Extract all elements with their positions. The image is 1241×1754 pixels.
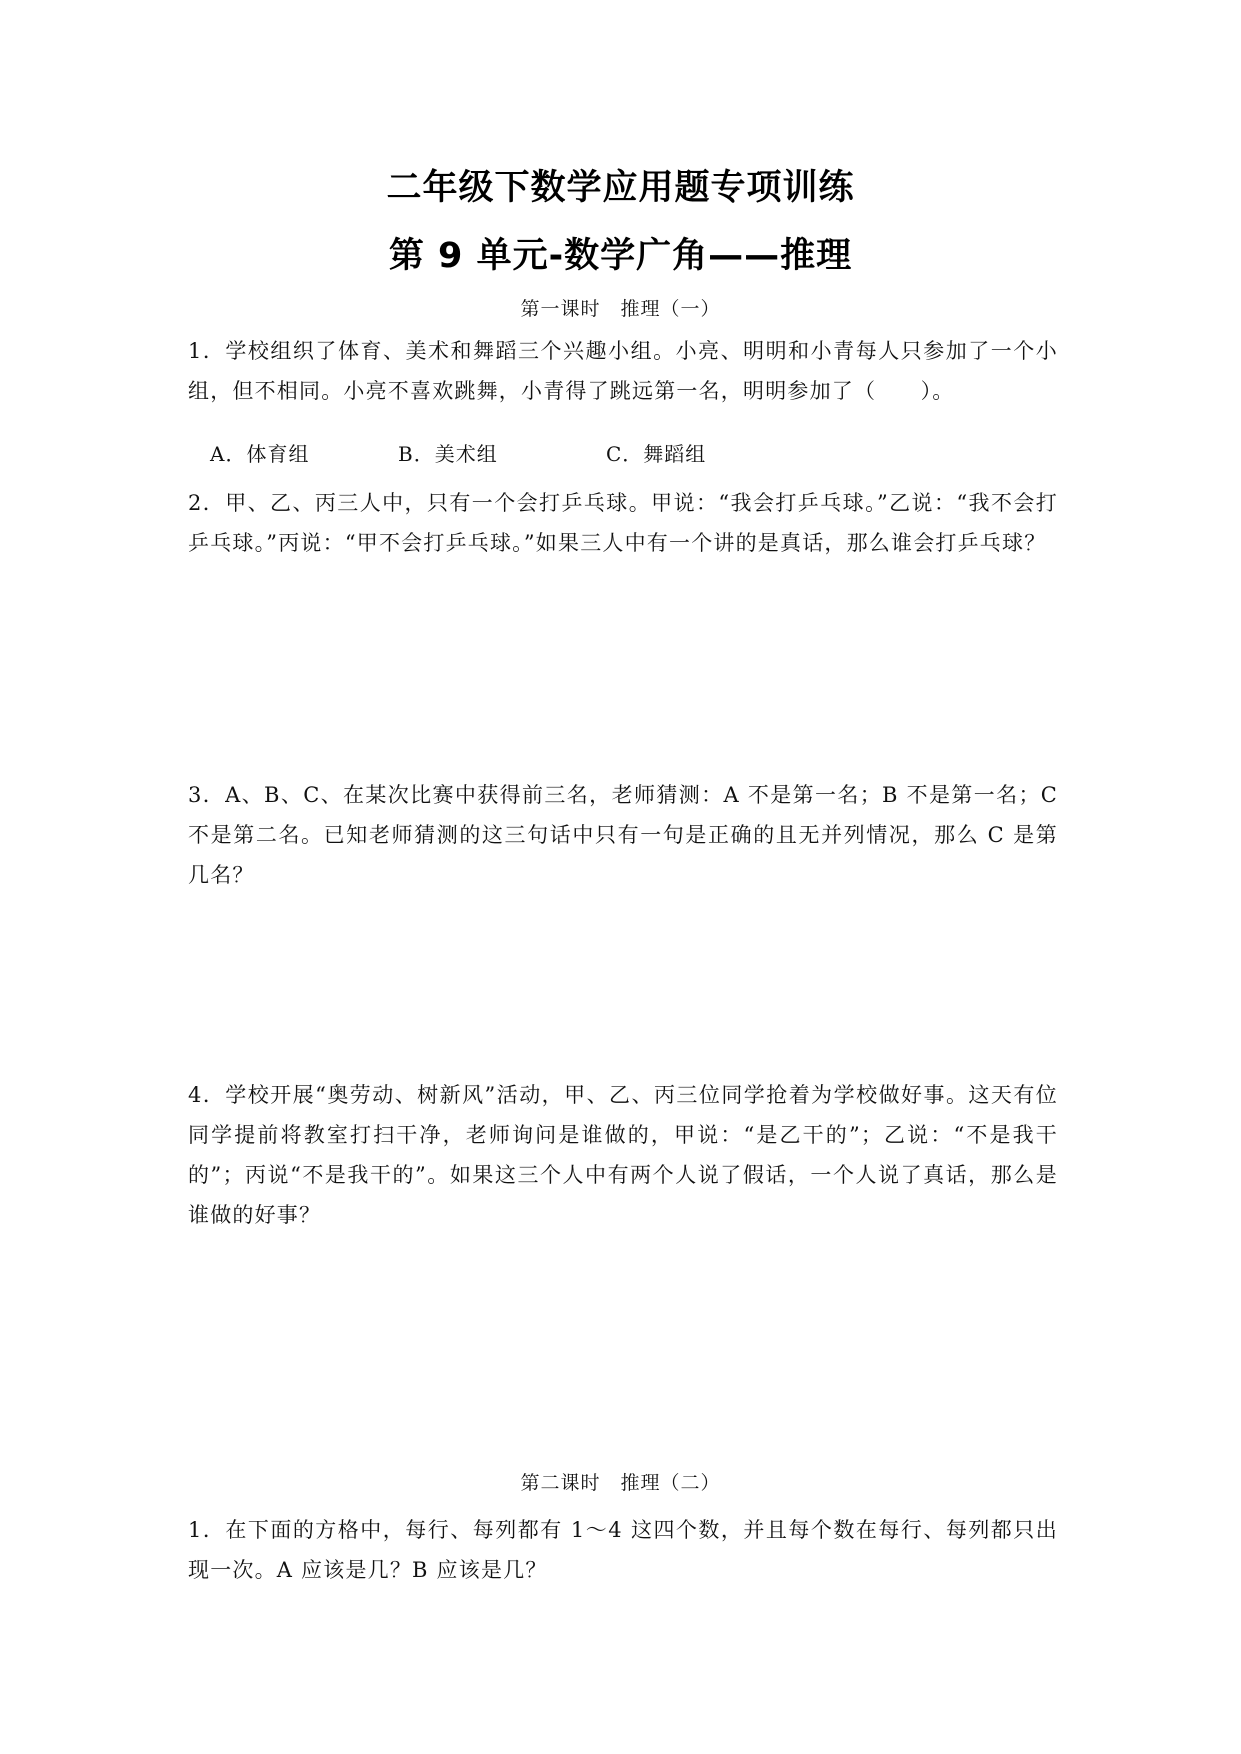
lesson-1-question-1-options	[188, 434, 1058, 474]
lesson-1-question-4: 4．学校开展“奥劳动、树新风”活动，甲、乙、丙三位同学抢着为学校做好事。这天有位同学提前将教室打扫干净，老师询问是谁做的，甲说：“是乙干的”；乙说：“不是我干的”；丙说“不是我干的”。如果这三个人中有两个人说了假话，一个人说了真话，那么是谁做的好事？	[188, 1083, 1058, 1227]
lesson-2-heading: 第二课时 推理（二）	[520, 1472, 721, 1494]
lesson-1-heading: 第一课时 推理（一）	[520, 298, 721, 320]
lesson-1-question-3: 3．A、B、C、在某次比赛中获得前三名，老师猜测：A 不是第一名；B 不是第一名；C 不是第二名。已知老师猜测的这三句话中只有一句是正确的且无并列情况，那么 C 是第几名？	[188, 783, 1058, 887]
document-subtitle: 第 9 单元-数学广角——推理	[388, 236, 853, 276]
option-c: C．舞蹈组	[606, 442, 707, 466]
option-b: B．美术组	[398, 442, 498, 466]
option-a: A．体育组	[210, 442, 310, 466]
lesson-1-question-2: 2．甲、乙、丙三人中，只有一个会打乒乓球。甲说：“我会打乒乓球。”乙说：“我不会打乒乓球。”丙说：“甲不会打乒乓球。”如果三人中有一个讲的是真话，那么谁会打乒乓球？	[188, 491, 1058, 555]
lesson-1-question-1: 1．学校组织了体育、美术和舞蹈三个兴趣小组。小亮、明明和小青每人只参加了一个小组，但不相同。小亮不喜欢跳舞，小青得了跳远第一名，明明参加了（ ）。	[188, 339, 1058, 403]
lesson-2-question-1: 1．在下面的方格中，每行、每列都有 1～4 这四个数，并且每个数在每行、每列都只出现一次。A 应该是几？B 应该是几？	[188, 1518, 1058, 1582]
document-title: 二年级下数学应用题专项训练	[386, 168, 855, 208]
